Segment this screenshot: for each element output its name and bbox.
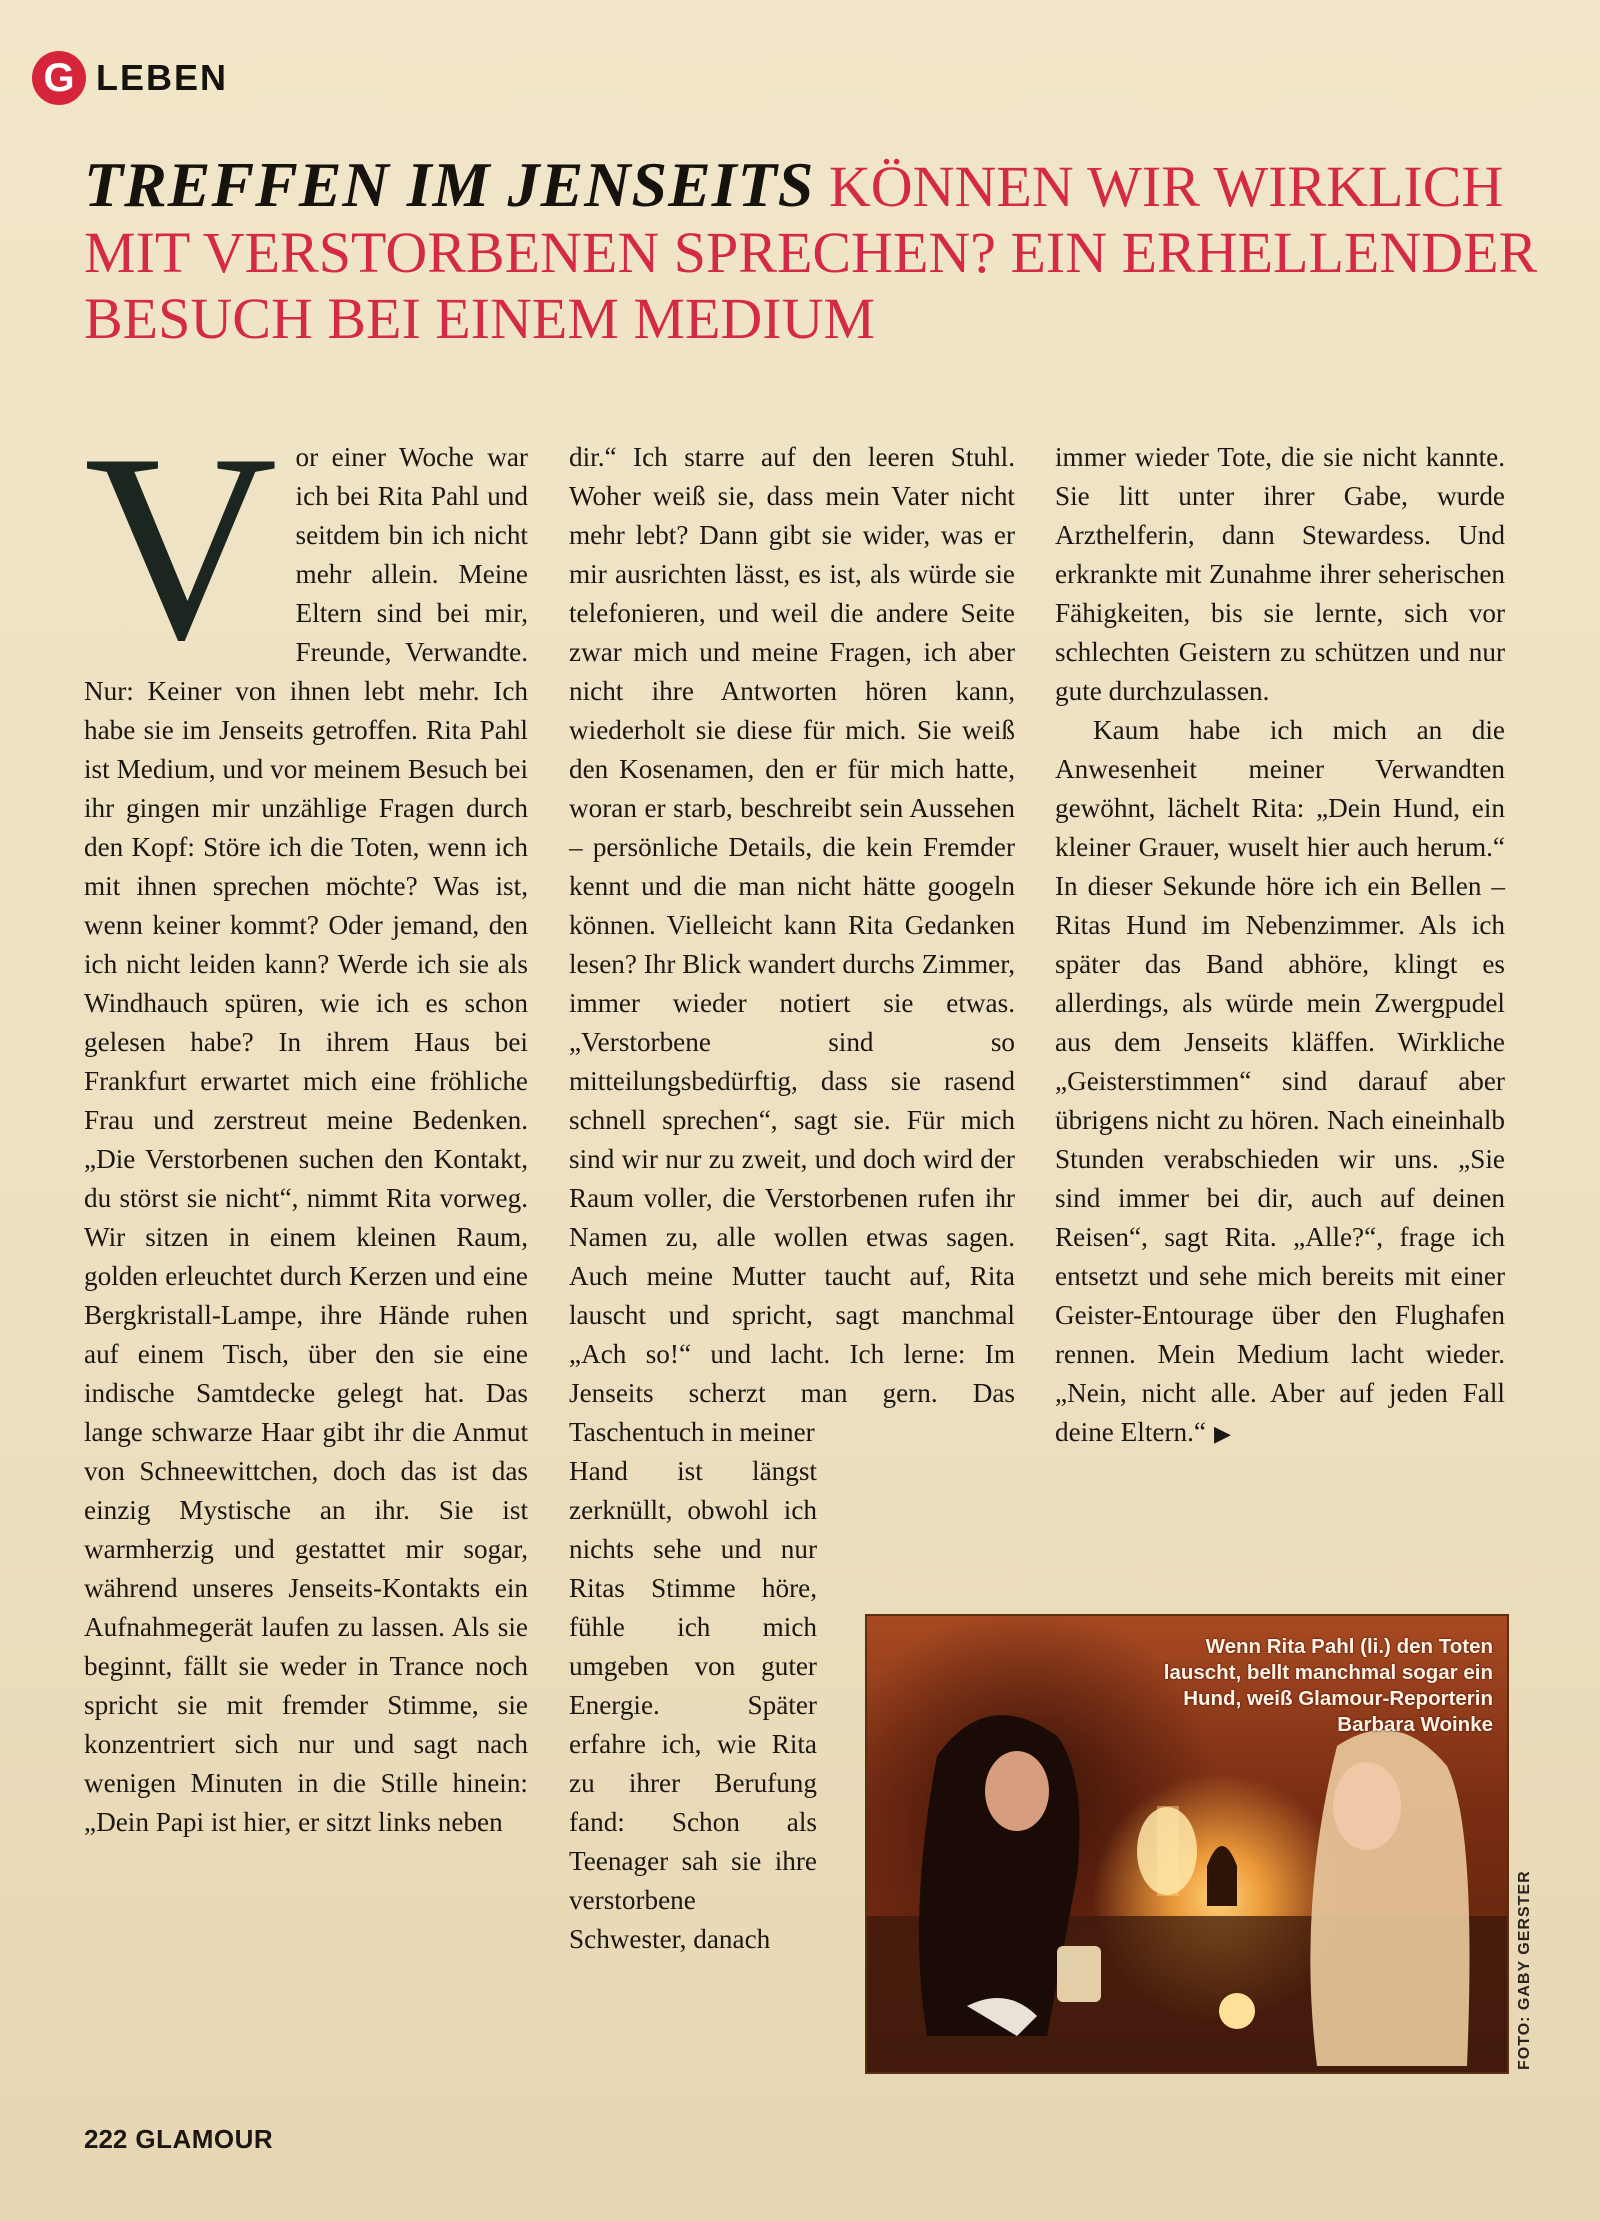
article-text-col3-p2-body: Kaum habe ich mich an die Anwesenheit meiner Verwandten gewöhnt, lächelt Rita: „Dein Hund, ein kleiner Grauer, wuselt hier auch herum.“ In dieser Sekunde höre ich ein Bellen – Ritas Hund im Nebenzimmer. Als ich später das Band abhöre, klingt es allerdings, als würde mein Zwergpudel aus dem Jenseits kläffen. Wirkliche „Geisterstimmen“ sind darauf aber übrigens nicht zu hören. Nach eineinhalb Stunden verabschieden wir uns. „Sie sind immer bei dir, auch auf deinen Reisen“, sagt Rita. „Alle?“, frage ich entsetzt und sehe mich bereits mit einer Geister-Entourage über den Flughafen rennen. Mein Medium lacht wieder. „Nein, nicht alle. Aber auf jeden Fall deine Eltern.“	[1055, 715, 1505, 1447]
buddha-figure	[1207, 1846, 1237, 1906]
publication-name: GLAMOUR	[135, 2124, 274, 2154]
photo-caption: Wenn Rita Pahl (li.) den Toten lauscht, bellt manchmal sogar ein Hund, weiß Glamour-Reporterin Barbara Woinke	[1163, 1635, 1493, 1736]
candle-left	[1057, 1946, 1101, 2002]
headline-deck: KÖNNEN WIR WIRKLICH MIT VERSTORBENEN SPRECHEN? EIN ERHELLENDER BESUCH BEI EINEM MEDIUM	[84, 154, 1538, 351]
article-text-col2-wrap: Hand ist längst zerknüllt, obwohl ich nichts sehe und nur Ritas Stimme höre, fühle ich mich umgeben von guter Energie. Später erfahre ich, wie Rita zu ihrer Berufung fand: Schon als Teenager sah sie ihre verstorbene Schwester, danach	[569, 1456, 817, 1954]
continue-arrow-icon: ▶	[1213, 1422, 1231, 1447]
article-text-col1: or einer Woche war ich bei Rita Pahl und seitdem bin ich nicht mehr allein. Meine Eltern sind bei mir, Freunde, Verwandte. Nur: Keiner von ihnen lebt mehr. Ich habe sie im Jenseits getroffen. Rita Pahl ist Medium, und vor meinem Besuch bei ihr gingen mir unzählige Fragen durch den Kopf: Störe ich die Toten, wenn ich mit ihnen sprechen möchte? Was ist, wenn keiner kommt? Oder jemand, den ich nicht leiden kann? Werde ich sie als Windhauch spüren, wie ich es schon gelesen habe? In ihrem Haus bei Frankfurt erwartet mich eine fröhliche Frau und zerstreut meine Bedenken. „Die Verstorbenen suchen den Kontakt, du störst sie nicht“, nimmt Rita vorweg. Wir sitzen in einem kleinen Raum, golden erleuchtet durch Kerzen und eine Bergkristall-Lampe, ihre Hände ruhen auf einem Tisch, über den sie eine indische Samtdecke gelegt hat. Das lange schwarze Haar gibt ihr die Anmut von Schneewittchen, doch das ist das einzig Mystische an ihr. Sie ist warmherzig und gestattet mir sogar, während unseres Jenseits-Kontakts ein Aufnahmegerät laufen zu lassen. Als sie beginnt, fällt sie weder in Trance noch spricht sie mit fremder Stimme, sie konzentriert sich nur und sagt nach wenigen Minuten in die Stille hinein: „Dein Papi ist hier, er sitzt links neben	[84, 442, 528, 1837]
person-right-face	[1333, 1762, 1401, 1850]
headline-kicker: TREFFEN IM JENSEITS	[84, 149, 815, 220]
candle-right	[1219, 1993, 1255, 2029]
article-text-col3-p2	[1055, 711, 1505, 1454]
page-number: 222	[84, 2124, 128, 2154]
section-header	[32, 50, 228, 106]
article-text-col2: dir.“ Ich starre auf den leeren Stuhl. Woher weiß sie, dass mein Vater nicht mehr lebt? Dann gibt sie wider, was er mir ausrichten lässt, es ist, als würde sie telefonieren, und weil die andere Seite zwar mich und meine Fragen, ich aber nicht ihre Antworten hören kann, wiederholt sie diese für mich. Sie weiß den Kosenamen, den er für mich hatte, woran er starb, beschreibt sein Aussehen – persönliche Details, die kein Fremder kennt und die man nicht hätte googeln können. Vielleicht kann Rita Gedanken lesen? Ihr Blick wandert durchs Zimmer, immer wieder notiert sie etwas. „Verstorbene sind so mitteilungsbedürftig, dass sie rasend schnell sprechen“, sagt sie. Für mich sind wir nur zu zweit, und doch wird der Raum voller, die Verstorbenen rufen ihr Namen zu, alle wollen etwas sagen. Auch meine Mutter taucht auf, Rita lauscht und spricht, sagt manchmal „Ach so!“ und lacht. Ich lerne: Im Jenseits scherzt man gern. Das Taschentuch in meiner	[569, 442, 1015, 1447]
article-text-col3-p1: immer wieder Tote, die sie nicht kannte. Sie litt unter ihrer Gabe, wurde Arzthelferin, dann Stewardess. Und erkrankte mit Zunahme ihrer seherischen Fähigkeiten, bis sie lernte, sich vor schlechten Geistern zu schützen und nur gute durchzulassen.	[1055, 442, 1505, 706]
page-footer	[84, 2124, 273, 2155]
article-column-3	[1055, 438, 1505, 1454]
crystal-lamp	[1137, 1807, 1197, 1895]
photo-credit: FOTO: GABY GERSTER	[1516, 1870, 1533, 2070]
glamour-logo-icon: G	[32, 51, 86, 105]
section-label: LEBEN	[96, 57, 229, 98]
article-photo	[865, 1614, 1509, 2074]
drop-cap: V	[84, 398, 278, 695]
person-left-face	[985, 1751, 1049, 1831]
headline	[84, 149, 1574, 352]
article-column-1	[84, 398, 528, 1842]
